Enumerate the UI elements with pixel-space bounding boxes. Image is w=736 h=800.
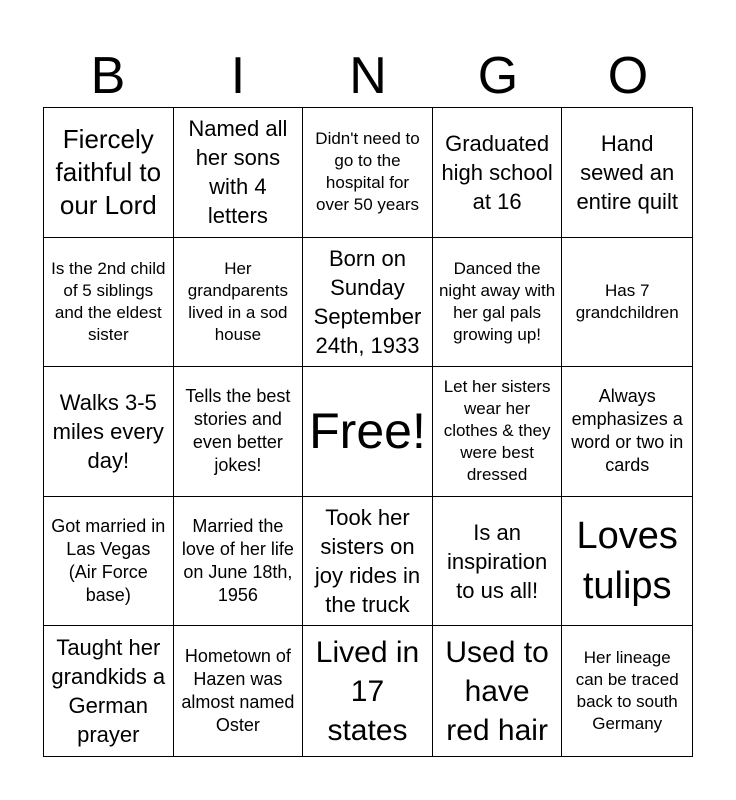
bingo-cell[interactable] bbox=[174, 108, 304, 238]
bingo-cell[interactable] bbox=[562, 108, 692, 238]
bingo-cell-text: Tells the best stories and even better jokes! bbox=[185, 386, 291, 476]
bingo-cell[interactable] bbox=[44, 367, 174, 497]
bingo-cell-text: Walks 3-5 miles every day! bbox=[52, 389, 164, 473]
bingo-cell[interactable] bbox=[174, 238, 304, 368]
bingo-cell[interactable] bbox=[303, 238, 433, 368]
bingo-cell-text: Let her sisters wear her clothes & they were best dressed bbox=[443, 377, 551, 485]
header-letter-i: I bbox=[230, 47, 246, 105]
bingo-card-grid bbox=[43, 107, 693, 757]
bingo-cell[interactable] bbox=[433, 497, 563, 627]
header-letter-b: B bbox=[90, 47, 126, 105]
bingo-header bbox=[43, 46, 693, 106]
bingo-cell[interactable] bbox=[562, 367, 692, 497]
bingo-cell-text: Graduated high school at 16 bbox=[441, 130, 553, 214]
bingo-cell[interactable] bbox=[433, 367, 563, 497]
bingo-cell[interactable] bbox=[44, 238, 174, 368]
bingo-cell[interactable] bbox=[44, 626, 174, 756]
header-letter-o: O bbox=[607, 47, 649, 105]
bingo-cell[interactable] bbox=[562, 238, 692, 368]
bingo-cell-text: Taught her grandkids a German prayer bbox=[51, 635, 166, 748]
bingo-cell[interactable] bbox=[562, 626, 692, 756]
bingo-cell-text: Named all her sons with 4 letters bbox=[188, 116, 288, 229]
bingo-cell-text: Danced the night away with her gal pals growing up! bbox=[438, 258, 556, 344]
bingo-cell[interactable] bbox=[433, 108, 563, 238]
bingo-cell[interactable] bbox=[174, 626, 304, 756]
bingo-cell[interactable] bbox=[562, 497, 692, 627]
bingo-cell[interactable] bbox=[303, 626, 433, 756]
header-letter-n: N bbox=[349, 47, 387, 105]
bingo-cell-text: Is the 2nd child of 5 siblings and the eldest sister bbox=[51, 258, 166, 344]
bingo-cell-text: Born on Sunday September 24th, 1933 bbox=[313, 245, 422, 358]
bingo-cell-text: Her grandparents lived in a sod house bbox=[187, 258, 288, 344]
bingo-cell-text: Took her sisters on joy rides in the truck bbox=[314, 505, 421, 618]
bingo-cell-text: Used to have red hair bbox=[445, 635, 549, 747]
bingo-cell[interactable] bbox=[433, 238, 563, 368]
header-letter-g: G bbox=[477, 47, 519, 105]
bingo-cell-text: Loves tulips bbox=[576, 515, 678, 608]
bingo-cell[interactable] bbox=[174, 497, 304, 627]
bingo-cell-text: Hand sewed an entire quilt bbox=[576, 130, 678, 214]
bingo-cell[interactable] bbox=[303, 497, 433, 627]
bingo-cell-text: Is an inspiration to us all! bbox=[446, 519, 548, 603]
bingo-cell[interactable] bbox=[44, 108, 174, 238]
bingo-cell-text: Got married in Las Vegas (Air Force base) bbox=[51, 516, 166, 606]
bingo-cell[interactable] bbox=[174, 367, 304, 497]
free-space-text: Free! bbox=[309, 403, 426, 460]
bingo-cell[interactable] bbox=[303, 108, 433, 238]
bingo-cell-text: Married the love of her life on June 18th, 1956 bbox=[181, 516, 294, 606]
bingo-cell-text: Hometown of Hazen was almost named Oster bbox=[181, 646, 295, 736]
free-space-cell[interactable] bbox=[303, 367, 433, 497]
bingo-cell[interactable] bbox=[433, 626, 563, 756]
bingo-cell[interactable] bbox=[44, 497, 174, 627]
bingo-cell-text: Always emphasizes a word or two in cards bbox=[571, 386, 684, 476]
bingo-cell-text: Her lineage can be traced back to south Germany bbox=[575, 648, 679, 734]
bingo-cell-text: Has 7 grandchildren bbox=[575, 280, 679, 322]
bingo-cell-text: Lived in 17 states bbox=[315, 635, 420, 747]
bingo-cell-text: Fiercely faithful to our Lord bbox=[55, 123, 162, 220]
bingo-cell-text: Didn't need to go to the hospital for over 50 years bbox=[315, 129, 420, 215]
